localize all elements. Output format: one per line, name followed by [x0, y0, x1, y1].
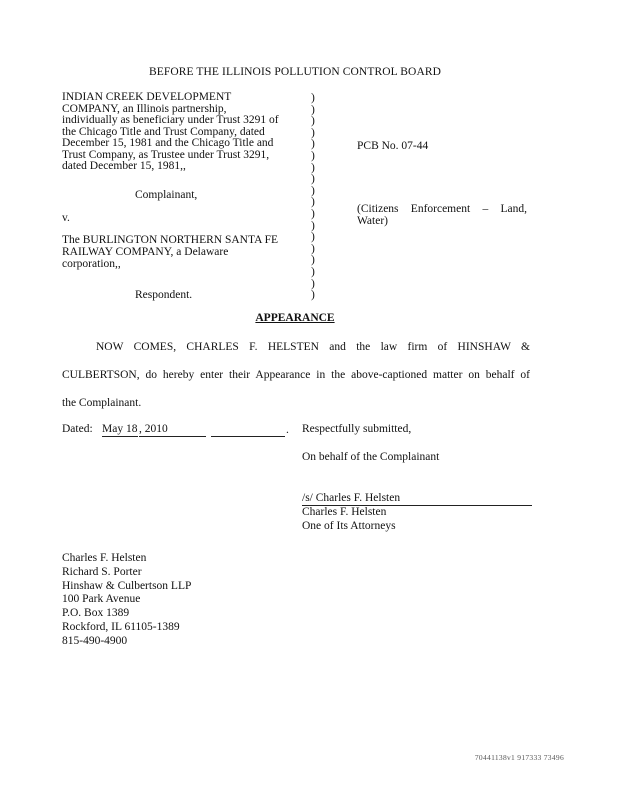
case-type-line1: (Citizens Enforcement – Land, — [357, 203, 527, 215]
paren: ) — [311, 126, 315, 139]
address-line: P.O. Box 1389 — [62, 607, 130, 620]
attorney-role: One of Its Attorneys — [302, 520, 396, 532]
paren: ) — [311, 289, 315, 302]
address-line: 815-490-4900 — [62, 634, 128, 647]
plaintiff-line: dated December 15, 1981,, — [62, 160, 186, 172]
document-footer-code: 70441138v1 917333 73496 — [474, 753, 564, 762]
date-blank-2 — [139, 423, 206, 437]
paren: ) — [311, 138, 315, 151]
plaintiff-line: Trust Company, as Trustee under Trust 3291, — [62, 148, 270, 161]
paren: ) — [311, 161, 315, 174]
electronic-signature: /s/ Charles F. Helsten — [302, 492, 401, 504]
court-heading: BEFORE THE ILLINOIS POLLUTION CONTROL BOARD — [148, 66, 442, 78]
complainant-label: Complainant, — [135, 189, 198, 201]
defendant-line: corporation,, — [62, 257, 121, 270]
plaintiff-line: the Chicago Title and Trust Company, dated — [62, 125, 265, 138]
plaintiff-line: COMPANY, an Illinois partnership, — [62, 102, 227, 115]
attorney-address-block — [62, 552, 191, 649]
paren: ) — [311, 115, 315, 128]
paren: ) — [311, 277, 315, 290]
paren: ) — [311, 92, 315, 104]
paren: ) — [311, 207, 315, 220]
date-month-day: May 18 — [102, 423, 138, 435]
paren: ) — [311, 254, 315, 267]
case-number: PCB No. 07-44 — [357, 140, 429, 152]
defendant-line: RAILWAY COMPANY, a Delaware — [62, 245, 229, 258]
paren: ) — [311, 173, 315, 186]
caption-parentheses — [311, 93, 315, 302]
plaintiff-line: December 15, 1981 and the Chicago Title and — [62, 137, 274, 149]
date-blank-1 — [102, 423, 138, 437]
body-line-3: the Complainant. — [62, 397, 142, 409]
paren: ) — [311, 103, 315, 116]
paren: ) — [311, 231, 315, 244]
address-line: Hinshaw & Culbertson LLP — [62, 579, 192, 592]
plaintiff-block — [62, 92, 302, 173]
defendant-block — [62, 235, 302, 270]
date-blank-3 — [211, 423, 285, 437]
paren: ) — [311, 242, 315, 255]
address-line: Charles F. Helsten — [62, 552, 147, 564]
paren: ) — [311, 196, 315, 209]
body-line-2: CULBERTSON, do hereby enter their Appearance in the above-captioned matter on behalf of — [62, 369, 530, 381]
paren: ) — [311, 265, 315, 278]
date-period: . — [286, 424, 289, 436]
body-line-1: NOW COMES, CHARLES F. HELSTEN and the law firm of HINSHAW & — [96, 341, 530, 353]
respectfully-submitted: Respectfully submitted, — [302, 423, 412, 435]
paren: ) — [311, 184, 315, 197]
versus-label: v. — [62, 212, 70, 224]
attorney-name: Charles F. Helsten — [302, 506, 387, 518]
dated-label: Dated: — [62, 423, 93, 435]
respondent-label: Respondent. — [135, 289, 193, 301]
plaintiff-line: individually as beneficiary under Trust 3291 of — [62, 114, 279, 126]
signature-line — [302, 492, 532, 506]
address-line: 100 Park Avenue — [62, 593, 141, 606]
plaintiff-line: INDIAN CREEK DEVELOPMENT — [62, 91, 232, 103]
address-line: Richard S. Porter — [62, 565, 142, 578]
paren: ) — [311, 149, 315, 162]
paren: ) — [311, 219, 315, 232]
address-line: Rockford, IL 61105-1389 — [62, 620, 180, 633]
on-behalf-line: On behalf of the Complainant — [302, 451, 440, 463]
date-year: , 2010 — [139, 423, 168, 435]
defendant-line: The BURLINGTON NORTHERN SANTA FE — [62, 234, 279, 246]
document-title: APPEARANCE — [255, 312, 335, 324]
case-type-line2: Water) — [357, 215, 388, 227]
